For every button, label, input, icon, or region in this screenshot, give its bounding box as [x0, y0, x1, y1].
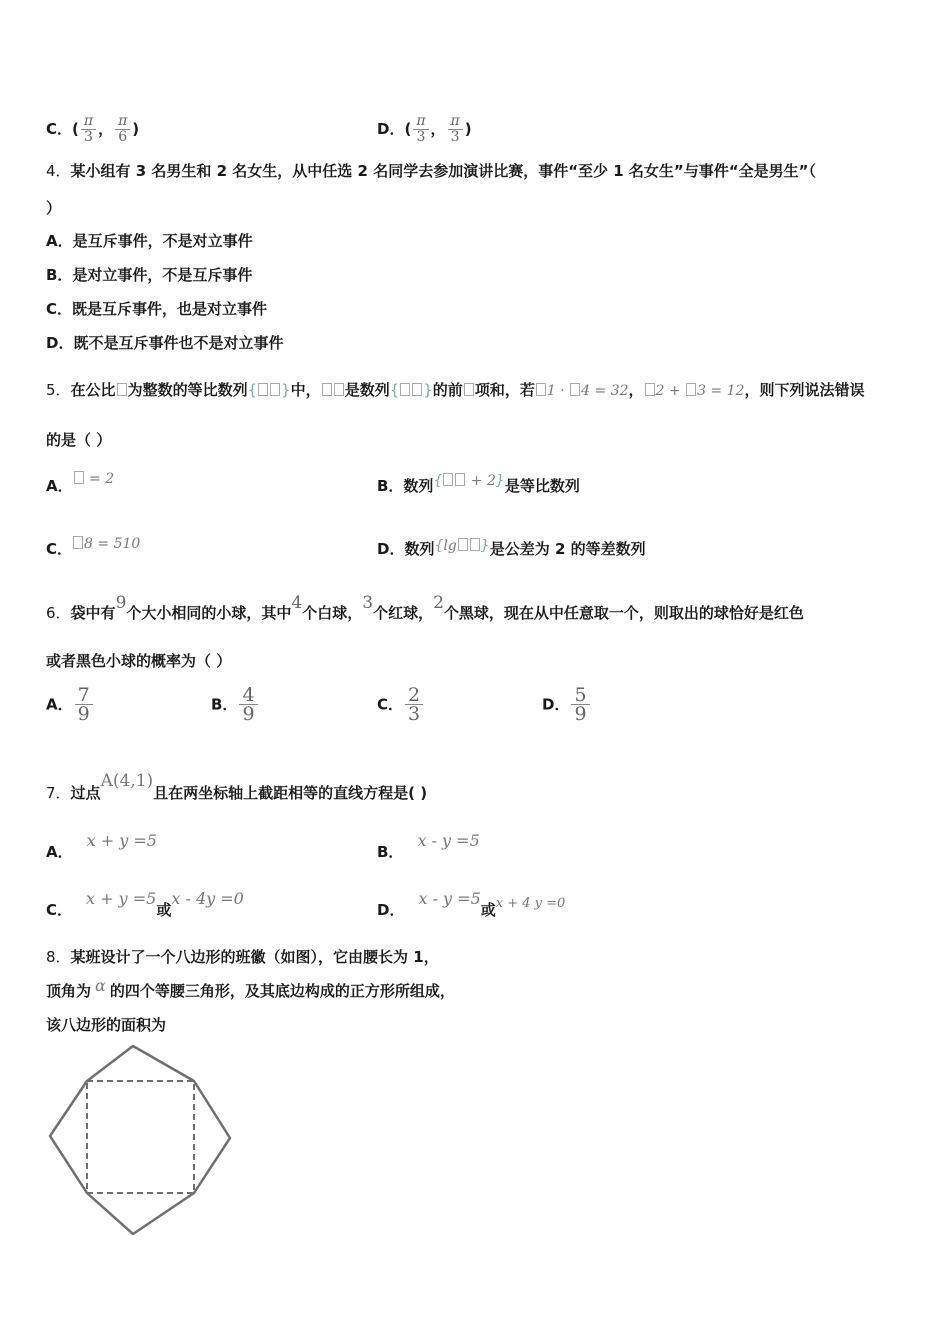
equation: x + y =5	[86, 889, 157, 908]
option-label: A．	[46, 843, 73, 861]
q4-option-d[interactable]: D．既不是互斥事件也不是对立事件	[46, 334, 284, 352]
q4-stem-line2: ）	[46, 199, 62, 217]
q8-stem-line2	[46, 976, 455, 1001]
q4-option-b[interactable]: B．是对立事件，不是互斥事件	[46, 266, 253, 284]
question-text: 是数列	[344, 381, 390, 399]
brace: }	[480, 538, 490, 554]
placeholder-symbol	[117, 383, 127, 396]
q6-option-d[interactable]	[542, 686, 592, 723]
fraction	[115, 114, 130, 145]
option-label: C．	[377, 695, 404, 714]
operator: ·	[555, 383, 570, 399]
placeholder-symbol	[258, 383, 268, 396]
q4-stem	[46, 161, 816, 181]
placeholder-symbol	[270, 383, 280, 396]
condition-1	[535, 383, 629, 399]
question-text: ，则下列说法错误	[744, 381, 865, 399]
q7-option-d[interactable]	[377, 889, 566, 922]
question-text: 某班设计了一个八边形的班徽（如图），它由腰长为 1，	[70, 948, 439, 966]
q8-stem-line3: 该八边形的面积为	[46, 1016, 167, 1034]
paren: )	[132, 120, 140, 138]
option-label: D．数列	[377, 540, 435, 558]
q6-option-a[interactable]	[46, 686, 95, 723]
question-text: 个白球，	[302, 604, 363, 622]
conjunction: 或	[156, 901, 172, 919]
denominator: 9	[242, 703, 255, 725]
numerator: π	[450, 113, 460, 129]
equation: x + y =5	[86, 831, 157, 850]
math-expr	[433, 473, 504, 489]
fraction	[571, 686, 589, 723]
value: = 12	[705, 383, 745, 399]
option-label: C．	[46, 901, 73, 919]
value: = 510	[92, 536, 141, 552]
condition-2	[644, 383, 745, 399]
question-number: 8．	[46, 948, 71, 966]
placeholder-symbol	[536, 383, 546, 396]
denominator: 3	[450, 129, 460, 145]
q7-stem	[46, 771, 428, 803]
subscript: 3	[697, 383, 706, 399]
q5-option-a[interactable]	[46, 471, 115, 497]
placeholder-symbol	[412, 383, 422, 396]
numerator: π	[416, 113, 426, 129]
math-expr	[434, 538, 489, 554]
denominator: 9	[77, 703, 90, 725]
q7-option-c[interactable]	[46, 889, 244, 920]
placeholder-symbol	[470, 538, 480, 551]
question-text: 中，	[290, 381, 321, 399]
question-number: 6．	[46, 604, 71, 622]
q3-option-d[interactable]	[377, 114, 472, 145]
conjunction: 或	[480, 901, 496, 919]
denominator: 3	[84, 129, 93, 145]
brace: }	[281, 381, 291, 399]
value: = 32	[590, 383, 629, 399]
placeholder-symbol	[458, 538, 468, 551]
q8-stem-line1	[46, 947, 439, 967]
q7-option-b[interactable]	[377, 831, 480, 862]
placeholder-symbol	[322, 383, 332, 396]
question-text: 某小组有 3 名男生和 2 名女生，从中任选 2 名同学去参加演讲比赛，事件“至少 1 名女生”与事件“全是男生”（	[70, 162, 817, 180]
placeholder-symbol	[400, 383, 410, 396]
paren: (	[72, 120, 79, 138]
q6-stem-line2: 或者黑色小球的概率为（ ）	[46, 652, 232, 670]
subscript: 1	[546, 383, 556, 399]
equation: x - y =5	[418, 889, 481, 908]
option-text: 是公差为 2 的等差数列	[489, 540, 646, 558]
placeholder-symbol	[464, 383, 474, 396]
denominator: 3	[416, 129, 426, 145]
subscript: 4	[581, 383, 591, 399]
option-label: D．	[377, 901, 405, 919]
octagon-badge-figure	[44, 1040, 238, 1244]
q3-option-c[interactable]	[46, 114, 139, 145]
fraction	[81, 114, 96, 145]
placeholder-symbol	[686, 383, 696, 396]
denominator: 3	[408, 703, 421, 725]
math-expr	[72, 536, 140, 552]
fraction	[75, 686, 93, 723]
option-label: C．	[46, 120, 73, 138]
q5-option-d[interactable]	[377, 539, 646, 560]
placeholder-symbol	[455, 473, 465, 486]
question-text: 的前	[432, 381, 463, 399]
equation: x + 4 y =0	[495, 896, 566, 911]
option-label: D．	[377, 120, 405, 138]
q6-option-c[interactable]	[377, 686, 425, 723]
number: 2	[433, 593, 444, 613]
inner-square-dashed	[87, 1081, 194, 1193]
question-text: 个红球，	[373, 604, 434, 622]
option-label: B．	[211, 695, 238, 714]
alpha-symbol: α	[95, 976, 106, 995]
q6-stem	[46, 593, 804, 623]
q4-option-a[interactable]: A．是互斥事件，不是对立事件	[46, 232, 253, 250]
placeholder-symbol	[645, 383, 655, 396]
point-coordinates: A(4,1)	[100, 771, 154, 791]
equation: x - y =5	[417, 831, 480, 850]
log-symbol: lg	[443, 538, 457, 554]
separator: ，	[98, 120, 114, 138]
paren: )	[464, 120, 472, 138]
option-label: C．	[46, 540, 73, 558]
question-text: 项和，若	[474, 381, 535, 399]
question-text: 的四个等腰三角形，及其底边构成的正方形所组成，	[109, 982, 455, 1000]
separator: ，	[628, 381, 644, 399]
subscript: 2	[655, 383, 665, 399]
question-text: 且在两坐标轴上截距相等的直线方程是( )	[153, 784, 428, 802]
option-label: A．	[46, 695, 73, 714]
paren: (	[404, 120, 412, 138]
number: 3	[362, 593, 374, 613]
question-text: 在公比	[70, 381, 116, 399]
fraction	[239, 686, 257, 723]
fraction	[448, 114, 463, 145]
brace: {	[433, 473, 443, 489]
q7-option-a[interactable]	[46, 831, 157, 862]
placeholder-symbol	[334, 383, 344, 396]
q5-stem-line2: 的是（ ）	[46, 431, 112, 449]
fraction	[405, 686, 423, 723]
numerator: π	[118, 113, 128, 129]
question-text: 为整数的等比数列	[127, 381, 248, 399]
denominator: 9	[574, 703, 587, 725]
separator: ，	[430, 120, 446, 138]
question-number: 7．	[46, 784, 71, 802]
q4-option-c[interactable]: C．既是互斥事件，也是对立事件	[46, 300, 268, 318]
placeholder-symbol	[73, 536, 83, 549]
question-text: 袋中有	[70, 604, 116, 622]
placeholder-symbol	[570, 383, 580, 396]
math-expr	[73, 471, 115, 487]
brace: {	[247, 381, 258, 399]
q6-option-b[interactable]	[211, 686, 260, 723]
numerator: π	[83, 113, 94, 129]
brace: {	[389, 381, 400, 399]
placeholder-symbol	[443, 473, 453, 486]
value: = 2	[84, 471, 115, 487]
question-text: 过点	[70, 784, 101, 802]
question-text: 顶角为	[46, 982, 92, 1000]
numerator: 4	[239, 686, 257, 705]
brace: }	[423, 381, 433, 399]
option-label: B．	[377, 843, 404, 861]
option-label: B．数列	[377, 477, 434, 495]
numerator: 2	[405, 686, 423, 705]
option-text: 是等比数列	[504, 477, 580, 495]
question-text: 个黑球，现在从中任意取一个，则取出的球恰好是红色	[443, 604, 804, 622]
question-text: 个大小相同的小球，其中	[126, 604, 292, 622]
q5-stem	[46, 380, 864, 401]
fraction	[413, 114, 428, 145]
placeholder-symbol	[74, 471, 84, 484]
denominator: 6	[118, 129, 128, 145]
value: + 2	[466, 473, 496, 489]
equation: x - 4y =0	[171, 889, 244, 908]
brace: {	[434, 538, 444, 554]
numerator: 7	[75, 686, 93, 705]
option-label: D．	[542, 695, 570, 714]
subscript: 8	[84, 536, 93, 552]
question-number: 4．	[46, 162, 71, 180]
operator: +	[664, 383, 686, 399]
q5-option-c[interactable]	[46, 536, 141, 560]
number: 4	[291, 593, 303, 613]
brace: }	[495, 473, 505, 489]
octagon-outline	[50, 1046, 230, 1234]
numerator: 5	[571, 686, 589, 705]
question-number: 5．	[46, 381, 71, 399]
option-label: A．	[46, 477, 73, 495]
number: 9	[115, 593, 127, 613]
q5-option-b[interactable]	[377, 473, 580, 497]
